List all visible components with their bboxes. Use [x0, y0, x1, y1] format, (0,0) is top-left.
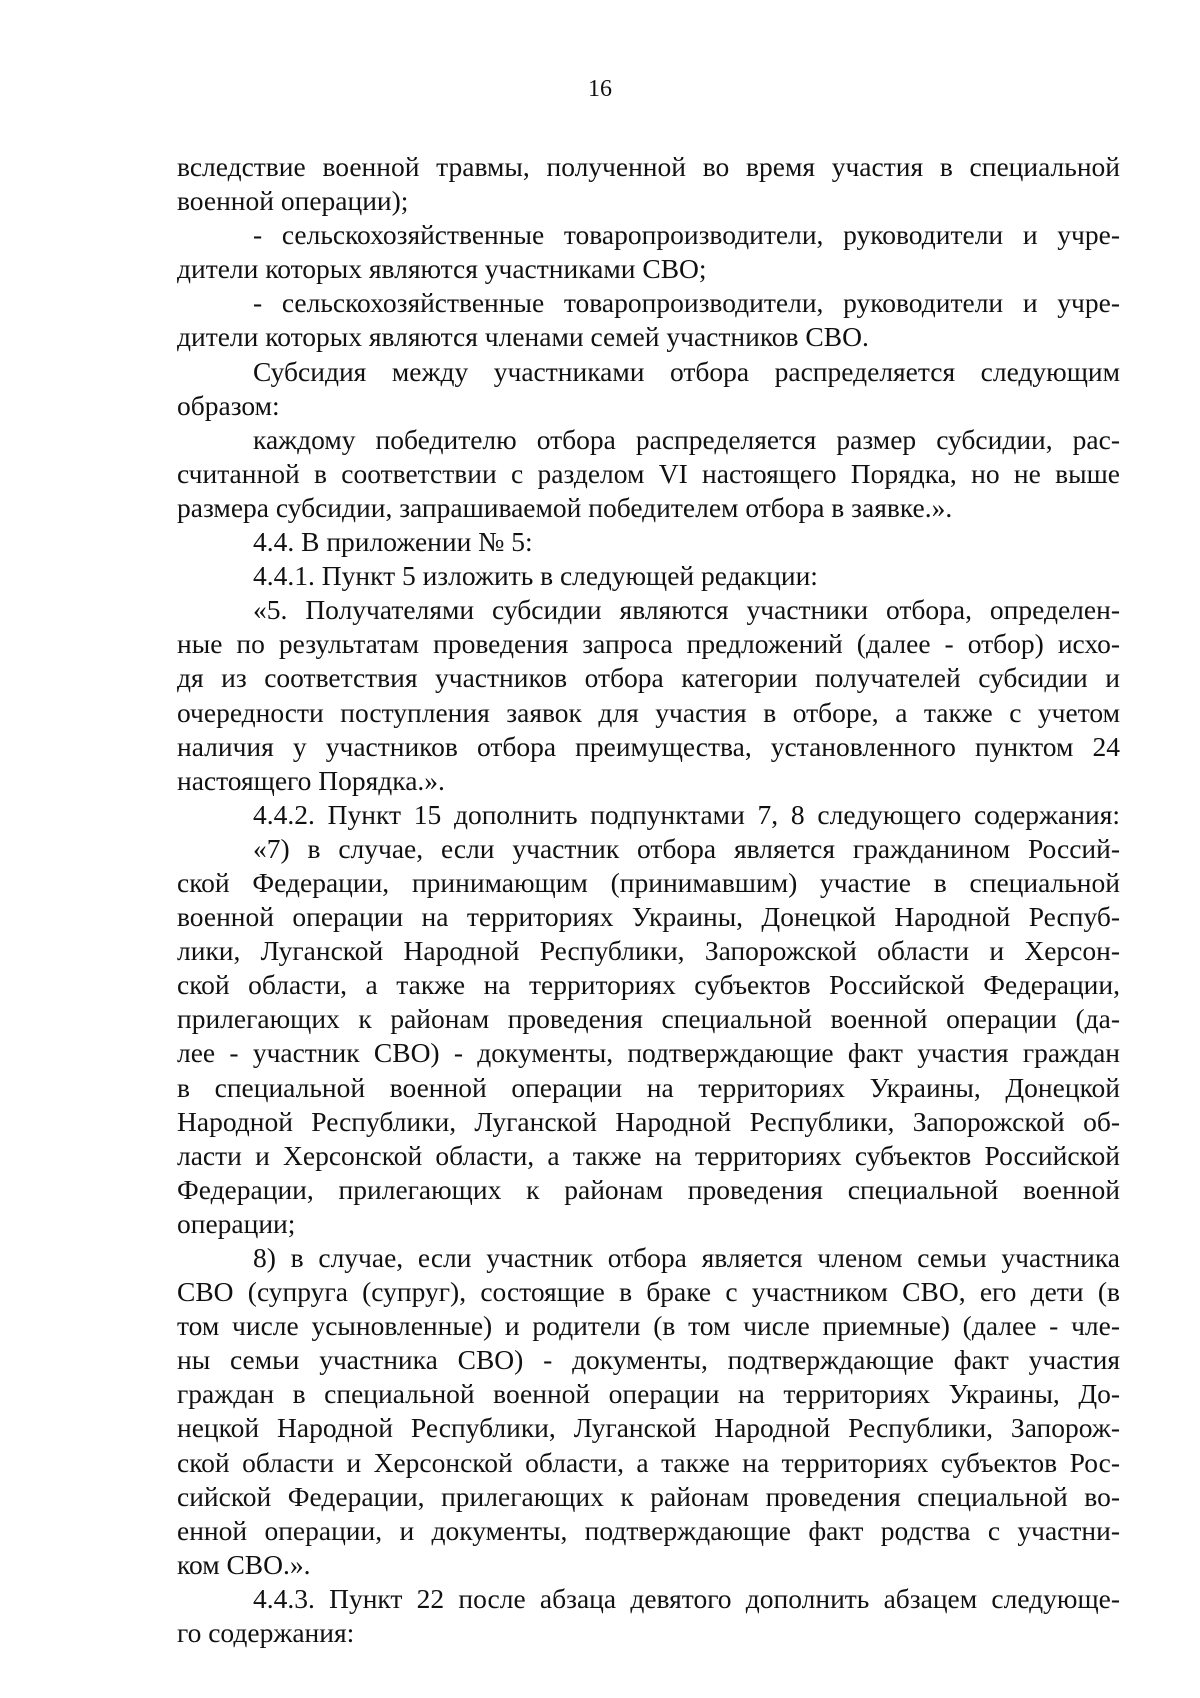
text-line: военной операции);	[177, 185, 409, 217]
text-line: СВО (супруга (супруг), состоящие в браке с участником СВО, его дети (в	[177, 1276, 1120, 1308]
text-line: ласти и Херсонской области, а также на территориях субъектов Российской	[177, 1139, 1120, 1171]
text-line: образом:	[177, 389, 280, 421]
text-line: ской Федерации, принимающим (принимавшим) участие в специальной	[177, 866, 1120, 898]
text-line: Субсидия между участниками отбора распределяется следующим	[253, 355, 1120, 387]
text-line: 8) в случае, если участник отбора является членом семьи участника	[253, 1242, 1120, 1273]
text-line: го содержания:	[177, 1617, 355, 1649]
text-line: «5. Получателями субсидии являются участники отбора, определен-	[253, 594, 1120, 626]
text-line: ком СВО.».	[177, 1548, 311, 1580]
text-line: 4.4. В приложении № 5:	[253, 526, 533, 558]
text-line: том числе усыновленные) и родители (в том числе приемные) (далее - чле-	[177, 1310, 1120, 1342]
text-line: каждому победителю отбора распределяется размер субсидии, рас-	[253, 423, 1120, 455]
text-line: дители которых являются участниками СВО;	[177, 253, 707, 285]
text-line: 4.4.3. Пункт 22 после абзаца девятого дополнить абзацем следующе-	[253, 1582, 1120, 1614]
text-line: Народной Республики, Луганской Народной Республики, Запорожской об-	[177, 1105, 1120, 1137]
text-line: лее - участник СВО) - документы, подтверждающие факт участия граждан	[177, 1037, 1120, 1069]
text-line: 4.4.1. Пункт 5 изложить в следующей редакции:	[253, 560, 818, 592]
text-line: ской области и Херсонской области, а также на территориях субъектов Рос-	[177, 1446, 1120, 1478]
text-line: - сельскохозяйственные товаропроизводители, руководители и учре-	[253, 287, 1120, 319]
text-line: операции;	[177, 1207, 296, 1239]
text-line: военной операции на территориях Украины, Донецкой Народной Респуб-	[177, 901, 1120, 933]
text-line: Федерации, прилегающих к районам проведения специальной военной	[177, 1173, 1120, 1205]
text-line: ской области, а также на территориях субъектов Российской Федерации,	[177, 969, 1120, 1001]
text-line: размера субсидии, запрашиваемой победителем отбора в заявке.».	[177, 491, 953, 523]
text-line: наличия у участников отбора преимущества, установленного пунктом 24	[177, 730, 1120, 762]
text-line: нецкой Народной Республики, Луганской Народной Республики, Запорож-	[177, 1412, 1120, 1444]
text-line: - сельскохозяйственные товаропроизводители, руководители и учре-	[253, 219, 1120, 251]
text-line: лики, Луганской Народной Республики, Запорожской области и Херсон-	[177, 935, 1120, 967]
text-line: «7) в случае, если участник отбора является гражданином Россий-	[253, 832, 1120, 864]
text-line: настоящего Порядка.».	[177, 764, 445, 796]
text-line: ные по результатам проведения запроса предложений (далее - отбор) исхо-	[177, 628, 1120, 660]
text-line: граждан в специальной военной операции на территориях Украины, До-	[177, 1378, 1120, 1410]
text-line: ны семьи участника СВО) - документы, подтверждающие факт участия	[177, 1344, 1120, 1376]
text-line: енной операции, и документы, подтверждающие факт родства с участни-	[177, 1514, 1120, 1546]
text-line: очередности поступления заявок для участия в отборе, а также с учетом	[177, 696, 1120, 728]
text-line: вследствие военной травмы, полученной во время участия в специальной	[177, 151, 1120, 182]
text-line: считанной в соответствии с разделом VI настоящего Порядка, но не выше	[177, 457, 1120, 489]
text-line: сийской Федерации, прилегающих к районам проведения специальной во-	[177, 1480, 1120, 1512]
text-line: в специальной военной операции на территориях Украины, Донецкой	[177, 1071, 1120, 1103]
text-line: дя из соответствия участников отбора категории получателей субсидии и	[177, 662, 1120, 694]
page-number: 16	[588, 76, 612, 102]
text-line: прилегающих к районам проведения специальной военной операции (да-	[177, 1003, 1120, 1035]
document-body	[177, 150, 1120, 1650]
text-line: дители которых являются членами семей участников СВО.	[177, 321, 869, 353]
text-line: 4.4.2. Пункт 15 дополнить подпунктами 7, 8 следующего содержания:	[253, 798, 1120, 830]
